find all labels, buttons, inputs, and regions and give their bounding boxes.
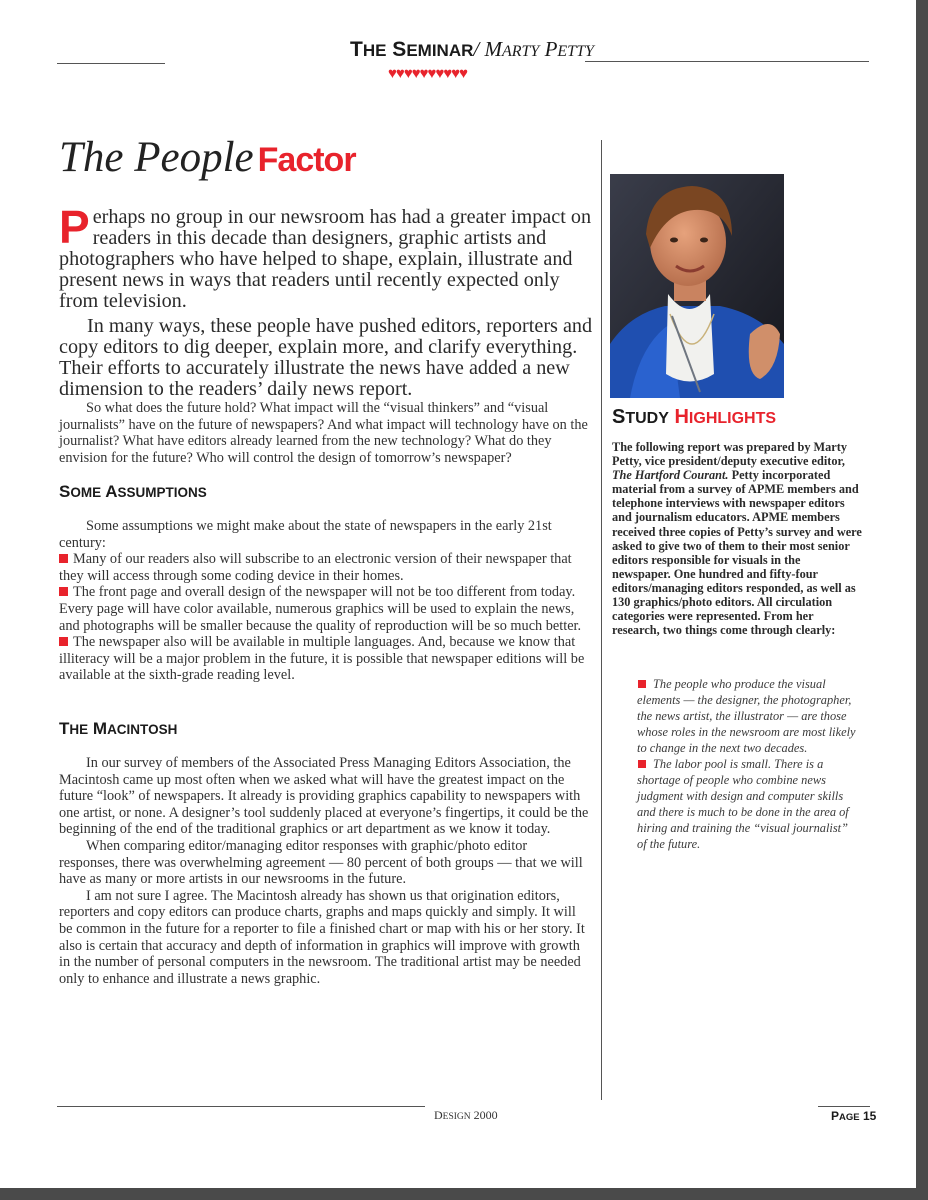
footer-rule-left: [57, 1106, 425, 1107]
assumption-item: Many of our readers also will subscribe to an electronic version of their newspaper that they will access through some coding device in their homes.: [59, 551, 572, 584]
intro-paragraph: So what does the future hold? What impact will the “visual thinkers” and “visual journalists” have on the future of newspapers? And what impact will technology have on the journalist? What have editors already learned from the new technology? What do they envision for the future? Who will control the design of tomorrow’s newspaper?: [59, 400, 588, 466]
assumptions-intro: Some assumptions we might make about the state of newspapers in the early 21st century:: [59, 518, 552, 551]
scan-edge-bottom: [0, 1188, 928, 1200]
highlight-item: The labor pool is small. There is a shortage of people who combine news judgment with design and computer skills and there is much to be done in the area of hiring and training the “visual journalist” of the future.: [637, 757, 849, 851]
bullet-square: [59, 587, 68, 596]
macintosh-section: [59, 755, 589, 987]
article-title: [59, 133, 356, 182]
bullet-square: [638, 760, 646, 768]
author-portrait-photo: [610, 174, 784, 398]
sidebar-heading: STUDY HIGHLIGHTS: [612, 406, 777, 428]
section-heading-macintosh: THE MACINTOSH: [59, 719, 178, 738]
bullet-square: [638, 680, 646, 688]
header-author: MARTY PETTY: [484, 37, 594, 61]
assumptions-section: [59, 518, 589, 684]
bullet-square: [59, 554, 68, 563]
macintosh-paragraph: In our survey of members of the Associated Press Managing Editors Association, the Macintosh came up most often when we asked what will have the greatest impact on the future “look” of newspapers. It already is providing graphics capability to newspapers with one artist, or none. A designer’s tool suddenly placed at everyone’s fingertips, it could be the beginning of the end of the traditional graphics or art department as we know it today.: [59, 755, 589, 838]
assumption-item: The newspaper also will be available in multiple languages. And, because we know that illiteracy will be a major problem in the future, it is possible that newspaper editions will be available at the sixth-grade reading level.: [59, 634, 585, 684]
assumption-item: The front page and overall design of the newspaper will not be too different from today. Every page will have color available, numerous graphics will be used to explain the news, and photographs will be smaller because the quality of reproduction will be so much better.: [59, 584, 582, 634]
footer-rule-right: [818, 1106, 870, 1107]
sidebar-body: The following report was prepared by Marty Petty, vice president/deputy executive editor, The Hartford Courant. Petty incorporated material from a survey of APME members and telephone interviews with newspaper editors and journalism educators. APME members received three copies of Petty’s survey and were asked to give two of them to their most senior editors responsible for visuals in the newspaper. One hundred and fifty-four editors/managing editors responded, as well as 130 graphics/photo editors. All circulation categories were represented. From her research, two things come through clearly:: [612, 440, 862, 638]
section-heading-assumptions: SOME ASSUMPTIONS: [59, 482, 207, 501]
footer-publication: DESIGN 2000: [434, 1108, 498, 1122]
scan-edge-right: [916, 0, 928, 1200]
header-heart-ornaments: ♥♥♥♥♥♥♥♥♥♥: [388, 66, 468, 82]
header-slash: /: [473, 37, 480, 61]
column-divider: [601, 140, 602, 1100]
header-rule-left: [57, 63, 165, 64]
macintosh-paragraph: I am not sure I agree. The Macintosh already has shown us that origination editors, reporters and copy editors can produce charts, graphs and maps quickly and simply. It will be common in the future for a reporter to file a finished chart or map with his or her story. It also is certain that accuracy and depth of information in graphics will improve with growth in the number of personal computers in the newsroom. The traditional artist may be needed only to enhance and illustrate a news graphic.: [59, 887, 585, 987]
article-title-bold: Factor: [257, 141, 356, 179]
highlight-item: The people who produce the visual elements — the designer, the photographer, the news artist, the illustrator — are those whose roles in the newsroom are most likely to change in the next two decades.: [637, 677, 856, 755]
lead-paragraph-2: In many ways, these people have pushed editors, reporters and copy editors to dig deeper, explain more, and clarify everything. Their efforts to accurately illustrate the news have added a new dimension to the readers’ daily news report.: [59, 315, 593, 400]
macintosh-paragraph: When comparing editor/managing editor responses with graphic/photo editor responses, there was overwhelming agreement — 80 percent of both groups — that we will have as many or more artists in our newsrooms in the future.: [59, 837, 583, 888]
publication-name: The Hartford Courant.: [612, 468, 729, 483]
bullet-square: [59, 637, 68, 646]
sidebar-highlights-list: [637, 676, 859, 852]
article-lead: [59, 201, 594, 400]
page-number: PAGE 15: [831, 1109, 877, 1123]
lead-paragraph-1: Perhaps no group in our newsroom has had a greater impact on readers in this decade than designers, graphic artists and photographers who have helped to shape, explain, illustrate and present news in ways that readers until recently expected only from television.: [59, 201, 592, 312]
header-series-label: THE SEMINAR: [350, 38, 474, 61]
article-title-italic: The People: [59, 134, 254, 181]
running-header: [350, 37, 594, 62]
drop-cap: P: [59, 201, 90, 253]
header-rule-right: [585, 61, 869, 62]
